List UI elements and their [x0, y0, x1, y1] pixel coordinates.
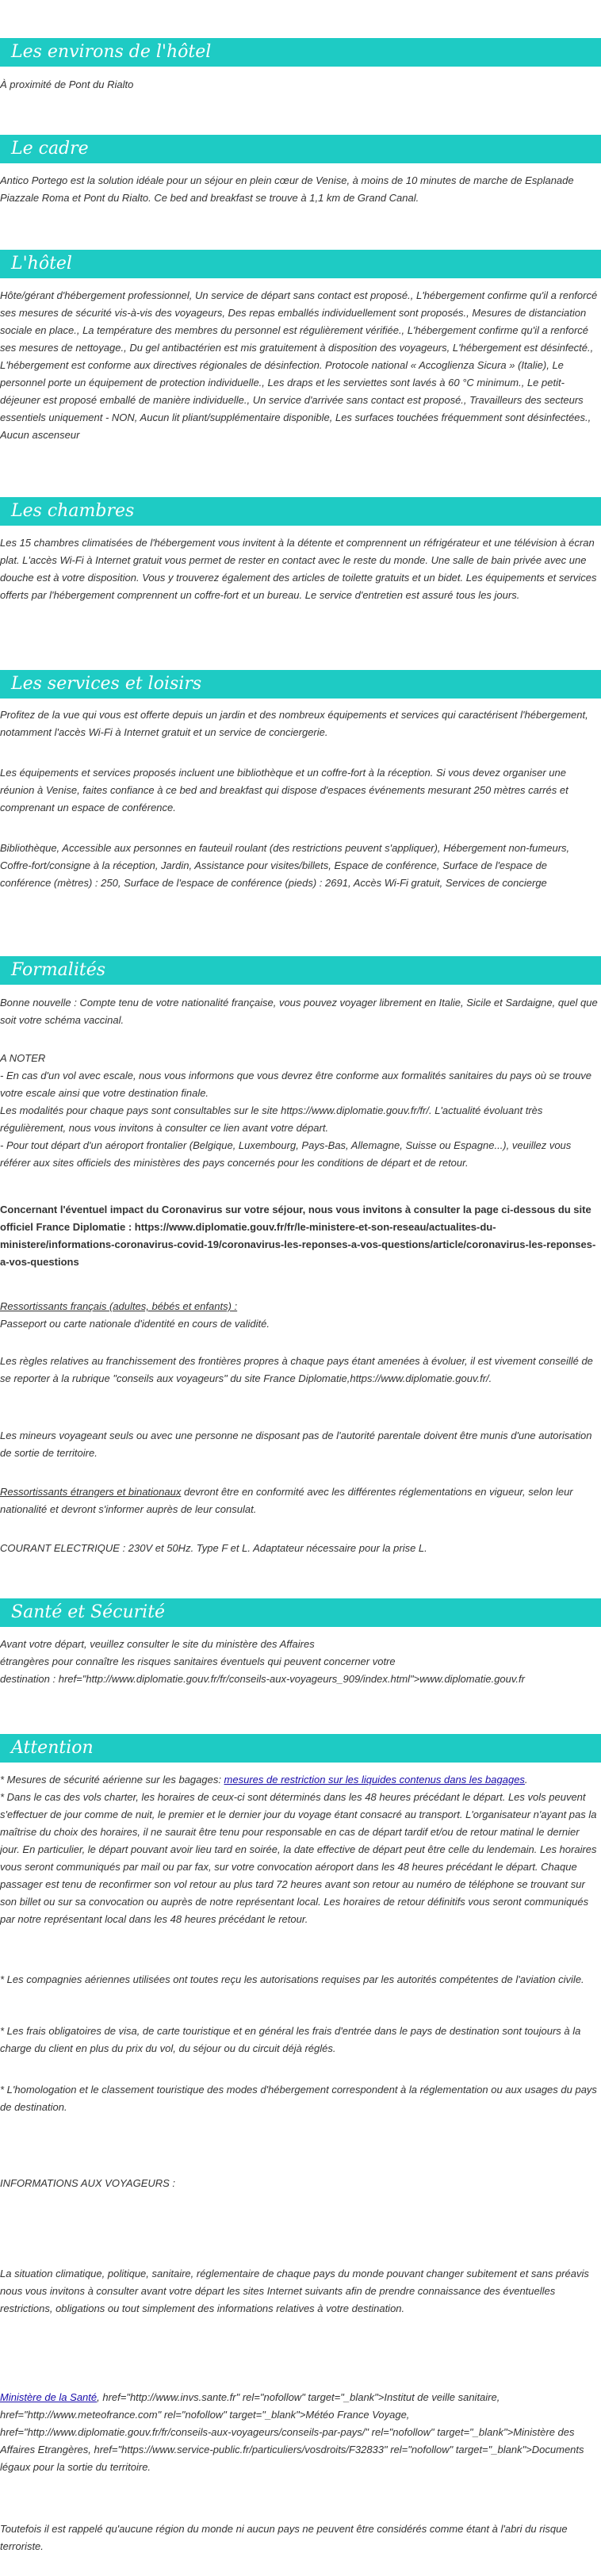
terror-warning: Toutefois il est rappelé qu'aucune région du monde ni aucun pays ne peuvent être considérés comme étant à l'abri du risque terroriste.	[0, 2523, 568, 2552]
ministere-sante-link[interactable]: Ministère de la Santé	[0, 2391, 98, 2403]
attention-charter: * Dans le cas des vols charter, les horaires de ceux-ci sont déterminés dans les 48 heures précédant le départ. Les vols peuvent s'effectuer de jour comme de nuit, le premier et le dernier jour du voyage étant consacré au transport. L'organisateur n'ayant pas la maîtrise du choix des horaires, il ne saurait être tenu pour responsable en cas de départ tardif et/ou de retour matinal le dernier jour. En particulier, le départ pouvant avoir lieu tard en soirée, la date effective de départ peut être celle du lendemain. Les horaires vous seront communiqués par mail ou par fax, sur votre convocation aéroport dans les 48 heures précédant le départ. Chaque passager est tenu de reconfirmer son vol retour au plus tard 72 heures avant son retour au numéro de téléphone se trouvant sur son billet ou sur sa convocation ou auprès de notre représentant local. Les horaires de retour définitifs vous seront communiqués par notre représentant local dans les 48 heures précédant le retour.	[0, 1791, 597, 1925]
section-title-hotel: L'hôtel	[0, 250, 601, 278]
section-title-formalites: Formalités	[0, 956, 601, 985]
liquids-restriction-link[interactable]: mesures de restriction sur les liquides contenus dans les bagages	[224, 1774, 525, 1786]
bagages-suffix: .	[524, 1774, 528, 1786]
etrangers-text: devront être en conformité avec les différentes réglementations en vigueur, selon leur nationalité et devront s'informer auprès de leur consulat.	[0, 1486, 573, 1515]
sante-line-1: Avant votre départ, veuillez consulter le site du ministère des Affaires	[0, 1638, 315, 1650]
sante-text	[0, 1636, 599, 1688]
services-text-2: Les équipements et services proposés incluent une bibliothèque et un coffre-fort à la réception. Si vous devez organiser une réunion à Venise, faites confiance à ce bed and breakfast qui dispose d'espaces événements mesurant 250 mètres carrés et comprenant un espace de conférence.	[0, 767, 568, 813]
environs-text: À proximité de Pont du Rialto	[0, 78, 134, 90]
cadre-text: Antico Portego est la solution idéale pour un séjour en plein cœur de Venise, à moins de 10 minutes de marche de Esplanade Piazzale Roma et Pont du Rialto. Ce bed and breakfast se trouve à 1,1 km de Grand Canal.	[0, 174, 574, 204]
sante-line-3: destination : href="http://www.diplomatie.gouv.fr/fr/conseils-aux-voyageurs_909/index.html">www.diplomatie.gouv.fr	[0, 1673, 525, 1685]
etrangers-title: Ressortissants étrangers et binationaux	[0, 1486, 182, 1498]
hotel-text: Hôte/gérant d'hébergement professionnel, Un service de départ sans contact est proposé., L'hébergement confirme qu'il a renforcé ses mesures de sécurité vis-à-vis des voyageurs, Des repas emballés individuellement sont proposés., Mesures de distanciation sociale en place., La température des membres du personnel est régulièrement vérifiée., L'hébergement confirme qu'il a renforcé ses mesures de nettoyage., Du gel antibactérien est mis gratuitement à disposition des voyageurs, L'hébergement est désinfecté., L'hébergement est conforme aux directives régionales de désinfection. Protocole national « Accoglienza Sicura » (Italie), Le personnel porte un équipement de protection individuelle., Les draps et les serviettes sont lavés à 60 °C minimum., Le petit-déjeuner est proposé emballé de manière individuelle., Un service d'arrivée sans contact est proposé., Travailleurs des secteurs essentiels uniquement - NON, Aucun lit pliant/supplémentaire disponible, Les surfaces touchées fréquemment sont désinfectées., Aucun ascenseur	[0, 289, 598, 441]
formalites-regles: Les règles relatives au franchissement des frontières propres à chaque pays étant amenées à évoluer, il est vivement conseillé de se reporter à la rubrique "conseils aux voyageurs" du site France Diplomatie,https://www.diplomatie.gouv.fr/.	[0, 1355, 593, 1384]
info-voyageurs-situation	[0, 2265, 599, 2318]
attention-bagages	[0, 1771, 599, 1789]
francais-title: Ressortissants français (adultes, bébés et enfants) :	[0, 1300, 238, 1312]
section-title-attention: Attention	[0, 1734, 601, 1763]
situation-line-1: La situation climatique, politique, sanitaire, réglementaire de chaque pays du monde pouvant changer subitement et sans préavis	[0, 2268, 589, 2279]
info-voyageurs-title: INFORMATIONS AUX VOYAGEURS :	[0, 2177, 176, 2189]
formalites-covid: Concernant l'éventuel impact du Coronavirus sur votre séjour, nous vous invitons à consulter la page ci-dessous du site officiel France Diplomatie : https://www.diplomatie.gouv.fr/fr/le-ministere-et-son-reseau/actualites-du-ministere/informations-coronavirus-covid-19/coronavirus-les-reponses-a-vos-questions/article/coronavirus-les-reponses-a-vos-questions	[0, 1204, 596, 1268]
noter-escale: - En cas d'un vol avec escale, nous vous informons que vous devrez être conforme aux formalités sanitaires du pays où se trouve votre escale ainsi que votre destination finale.	[0, 1070, 592, 1099]
formalites-francais	[0, 1298, 599, 1333]
attention-compagnies: * Les compagnies aériennes utilisées ont toutes reçu les autorisations requises par les autorités compétentes de l'aviation civile.	[0, 1973, 584, 1985]
noter-title: A NOTER	[0, 1052, 46, 1064]
formalites-etrangers	[0, 1483, 599, 1518]
attention-homologation: * L'homologation et le classement touristique des modes d'hébergement correspondent à la réglementation ou aux usages du pays de destination.	[0, 2084, 597, 2113]
links-text: , href="http://www.invs.sante.fr" rel="nofollow" target="_blank">Institut de veille sanitaire, href="http://www.meteofrance.com" rel="nofollow" target="_blank">Météo France Voyage, href="http://www.diplomatie.gouv.fr/fr/conseils-aux-voyageurs/conseils-par-pays/" rel="nofollow" target="_blank">Ministère des Affaires Etrangères, href="https://www.service-public.fr/particuliers/vosdroits/F32833" rel="nofollow" target="_blank">Documents légaux pour la sortie du territoire.	[0, 2391, 584, 2473]
francais-text: Passeport ou carte nationale d'identité en cours de validité.	[0, 1318, 270, 1330]
sante-line-2: étrangères pour connaître les risques sanitaires éventuels qui peuvent concerner votre	[0, 1655, 396, 1667]
bagages-prefix: * Mesures de sécurité aérienne sur les bagages:	[0, 1774, 224, 1786]
noter-aeroport: - Pour tout départ d'un aéroport frontalier (Belgique, Luxembourg, Pays-Bas, Allemagne, Suisse ou Espagne...), veuillez vous référer aux sites officiels des ministères des pays concernés pour les conditions de départ et de retour.	[0, 1139, 572, 1169]
section-title-services: Les services et loisirs	[0, 670, 601, 699]
info-voyageurs-links	[0, 2389, 599, 2476]
section-title-environs: Les environs de l'hôtel	[0, 38, 601, 67]
chambres-text: Les 15 chambres climatisées de l'hébergement vous invitent à la détente et comprennent un réfrigérateur et une télévision à écran plat. L'accès Wi-Fi à Internet gratuit vous permet de rester en contact avec le reste du monde. Une salle de bain privée avec une douche est à votre disposition. Vous y trouverez également des articles de toilette gratuits et un bidet. Les équipements et services offerts par l'hébergement comprennent un coffre-fort et un bureau. Le service d'entretien est assuré tous les jours.	[0, 537, 597, 601]
formalites-noter	[0, 1050, 599, 1172]
formalites-courant: COURANT ELECTRIQUE : 230V et 50Hz. Type F et L. Adaptateur nécessaire pour la prise L.	[0, 1542, 427, 1554]
section-title-sante: Santé et Sécurité	[0, 1598, 601, 1627]
situation-line-2: nous vous invitons à consulter avant votre départ les sites Internet suivants afin de prendre connaissance des éventuelles restrictions, obligations ou tout simplement des informations relatives à votre destination.	[0, 2285, 556, 2314]
section-title-cadre: Le cadre	[0, 135, 601, 163]
attention-frais: * Les frais obligatoires de visa, de carte touristique et en général les frais d'entrée dans le pays de destination sont toujours à la charge du client en plus du prix du vol, du séjour ou du circuit déjà réglés.	[0, 2025, 581, 2054]
formalites-intro: Bonne nouvelle : Compte tenu de votre nationalité française, vous pouvez voyager librement en Italie, Sicile et Sardaigne, quel que soit votre schéma vaccinal.	[0, 997, 598, 1026]
services-text-1: Profitez de la vue qui vous est offerte depuis un jardin et des nombreux équipements et services qui caractérisent l'hébergement, notamment l'accès Wi-Fi à Internet gratuit et un service de conciergerie.	[0, 709, 588, 738]
services-text-3: Bibliothèque, Accessible aux personnes en fauteuil roulant (des restrictions peuvent s'appliquer), Hébergement non-fumeurs, Coffre-fort/consigne à la réception, Jardin, Assistance pour visites/billets, Espace de conférence, Surface de l'espace de conférence (mètres) : 250, Surface de l'espace de conférence (pieds) : 2691, Accès Wi-Fi gratuit, Services de concierge	[0, 842, 570, 889]
section-title-chambres: Les chambres	[0, 497, 601, 526]
noter-modalites: Les modalités pour chaque pays sont consultables sur le site https://www.diplomatie.gouv.fr/fr/. L'actualité évoluant très régulièrement, nous vous invitons à consulter ce lien avant votre départ.	[0, 1104, 543, 1134]
formalites-mineurs: Les mineurs voyageant seuls ou avec une personne ne disposant pas de l'autorité parentale doivent être munis d'une autorisation de sortie de territoire.	[0, 1430, 592, 1459]
